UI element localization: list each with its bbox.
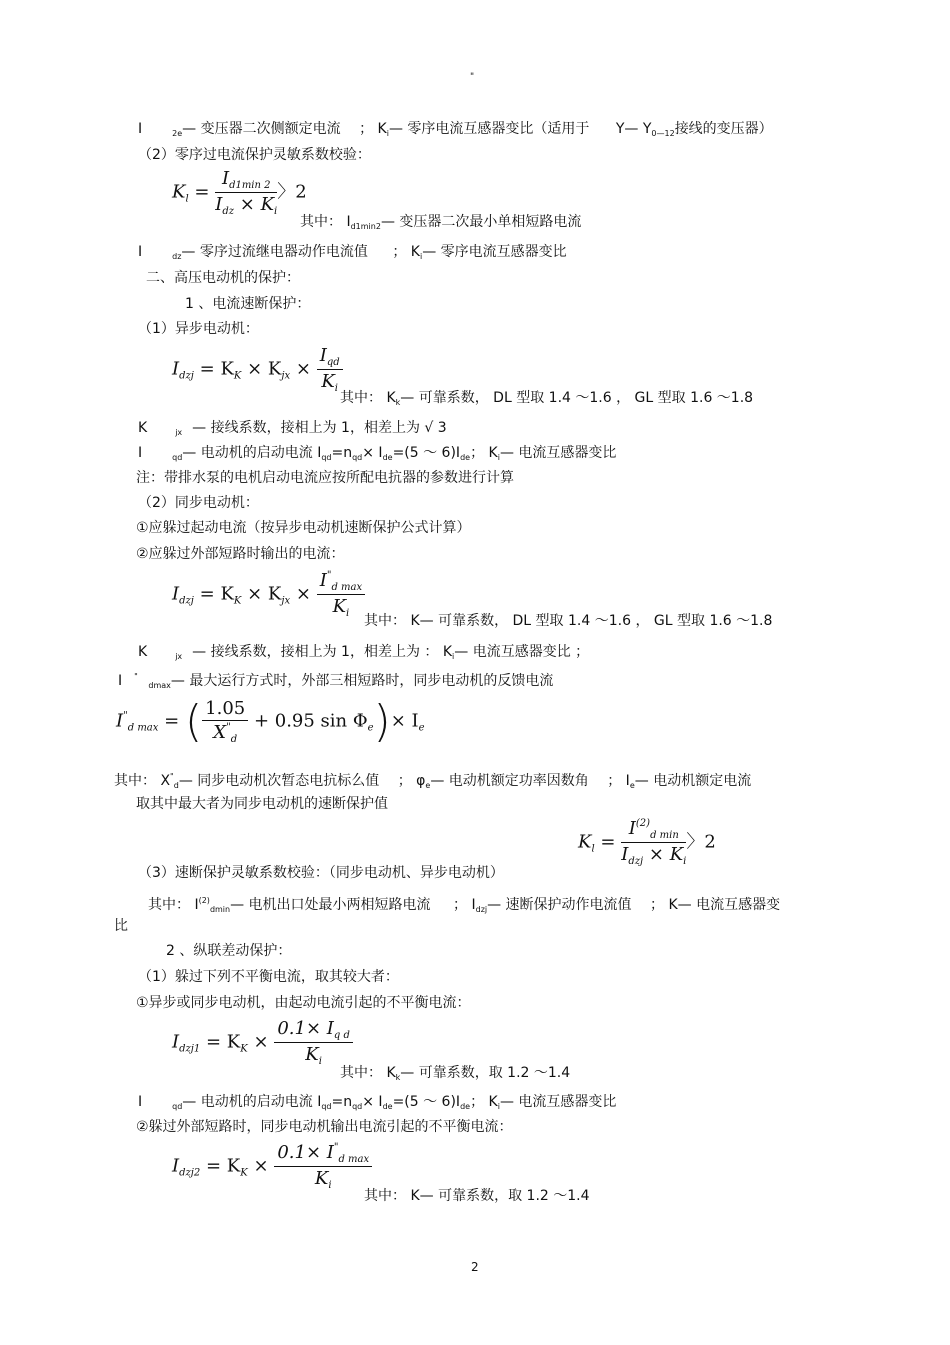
formula-unbalance-external: $I_{dzj2} = K_K$ × $\frac{0.1\times I^"_{d max}}{K_i}$ xyxy=(172,1142,372,1191)
text-line: （1）异步电动机： xyxy=(138,321,259,337)
formula-quick-break-sensitivity: $K_l$ = $\frac{I^{(2)}_{d min}}{I_{dzj} \times K_i}$ 〉2 xyxy=(578,818,716,867)
formula-async-quick-break: $I_{dzj} = K_K \times K_{jx}$ × $\frac{I_{qd}}{K_i}$ xyxy=(172,345,343,394)
subsection-heading: 1 、电流速断保护： xyxy=(185,296,311,312)
text-line: （2）同步电动机： xyxy=(138,495,259,511)
formula-zero-seq-sensitivity: $K_l$ = $\frac{I_{d1min 2}}{I_{dz} \times K_i}$ 〉2 xyxy=(172,168,307,217)
text-line: （2）零序过电流保护灵敏系数校验： xyxy=(138,147,371,163)
text-line: I $_{qd}$— 电动机的启动电流 $I_{qd}=n_{qd}\times I_{de}=(5$ ～ $6)I_{de}$； $K_i—$ 电流互感器变比 xyxy=(138,1094,617,1111)
header-mark: " xyxy=(470,72,475,82)
section-heading: 二、高压电动机的保护： xyxy=(146,270,300,286)
text-line: 其中： K— 可靠系数，取 1.2 ～1.4 xyxy=(364,1188,590,1204)
formula-unbalance-start: $I_{dzj1} = K_K$ × $\frac{0.1\times I_{q d}}{K_i}$ xyxy=(172,1018,353,1067)
text-line: 其中： $I_{d1min2}—$ 变压器二次最小单相短路电流 xyxy=(300,214,582,231)
text-line: （3）速断保护灵敏系数校验：（同步电动机、异步电动机） xyxy=(138,865,504,881)
subsection-heading: 2 、纵联差动保护： xyxy=(166,943,292,959)
text-line: I $_{dz}$— 零序过流继电器动作电流值 ； $K_i—$ 零序电流互感器变比 xyxy=(138,244,567,261)
page-number: 2 xyxy=(471,1260,479,1274)
text-line: I " $_{dmax}$— 最大运行方式时，外部三相短路时，同步电动机的反馈电流 xyxy=(118,672,554,690)
text-line: 其中： $I^{(2)}_{dmin}—$ 电机出口处最小两相短路电流 ； $I_{dzj}—$ 速断保护动作电流值 ； K— 电流互感器变 xyxy=(148,896,781,914)
text-line: 其中： $K_k—$ 可靠系数，取 1.2 ～1.4 xyxy=(340,1065,571,1082)
text-line: ①应躲过起动电流（按异步电动机速断保护公式计算） xyxy=(136,520,471,536)
text-line: ②躲过外部短路时，同步电动机输出电流引起的不平衡电流： xyxy=(136,1119,513,1135)
formula-sync-quick-break: $I_{dzj} = K_K \times K_{jx}$ × $\frac{I^"_{d max}}{K_i}$ xyxy=(172,570,365,619)
text-line: I $_{2e}$— 变压器二次侧额定电流 ； $K_i—$ 零序电流互感器变比（适用于 Y— $Y_{0—12}$接线的变压器） xyxy=(138,121,773,138)
text-line: K $_{jx}$ — 接线系数，接相上为 1，相差上为 ： $K_i—$ 电流互感器变比 ； xyxy=(138,644,590,661)
text-line: K $_{jx}$ — 接线系数，接相上为 1，相差上为 √ 3 xyxy=(138,420,447,437)
text-line: ①异步或同步电动机，由起动电流引起的不平衡电流： xyxy=(136,995,471,1011)
text-line: 其中： K— 可靠系数， DL 型取 1.4 ～1.6 ， GL 型取 1.6 ～1.8 xyxy=(364,613,773,629)
text-line: I $_{qd}$— 电动机的启动电流 $I_{qd}=n_{qd}\times I_{de}=(5$ ～ $6)I_{de}$； $K_i—$ 电流互感器变比 xyxy=(138,445,617,462)
text-line: ②应躲过外部短路时输出的电流： xyxy=(136,546,345,562)
text-line: 比 xyxy=(114,918,128,934)
note-line: 注：带排水泵的电机启动电流应按所配电抗器的参数进行计算 xyxy=(136,470,514,486)
text-line: 其中： $K_k—$ 可靠系数， DL 型取 1.4 ～1.6 ， GL 型取 1.6 ～1.8 xyxy=(340,390,754,407)
text-line: （1）躲过下列不平衡电流，取其较大者： xyxy=(138,969,399,985)
formula-feedback-current: $I^"_{d max}$ = ( $\frac{1.05}{X^"_d}$ + 0.95 $\sin \Phi_e)\times I_e$ xyxy=(116,696,425,747)
text-line: 取其中最大者为同步电动机的速断保护值 xyxy=(136,796,388,812)
text-line: 其中： $X^"_d—$ 同步电动机次暂态电抗标么值 ； $\varphi_e—$ 电动机额定功率因数角 ； $I_e—$ 电动机额定电流 xyxy=(114,772,752,790)
